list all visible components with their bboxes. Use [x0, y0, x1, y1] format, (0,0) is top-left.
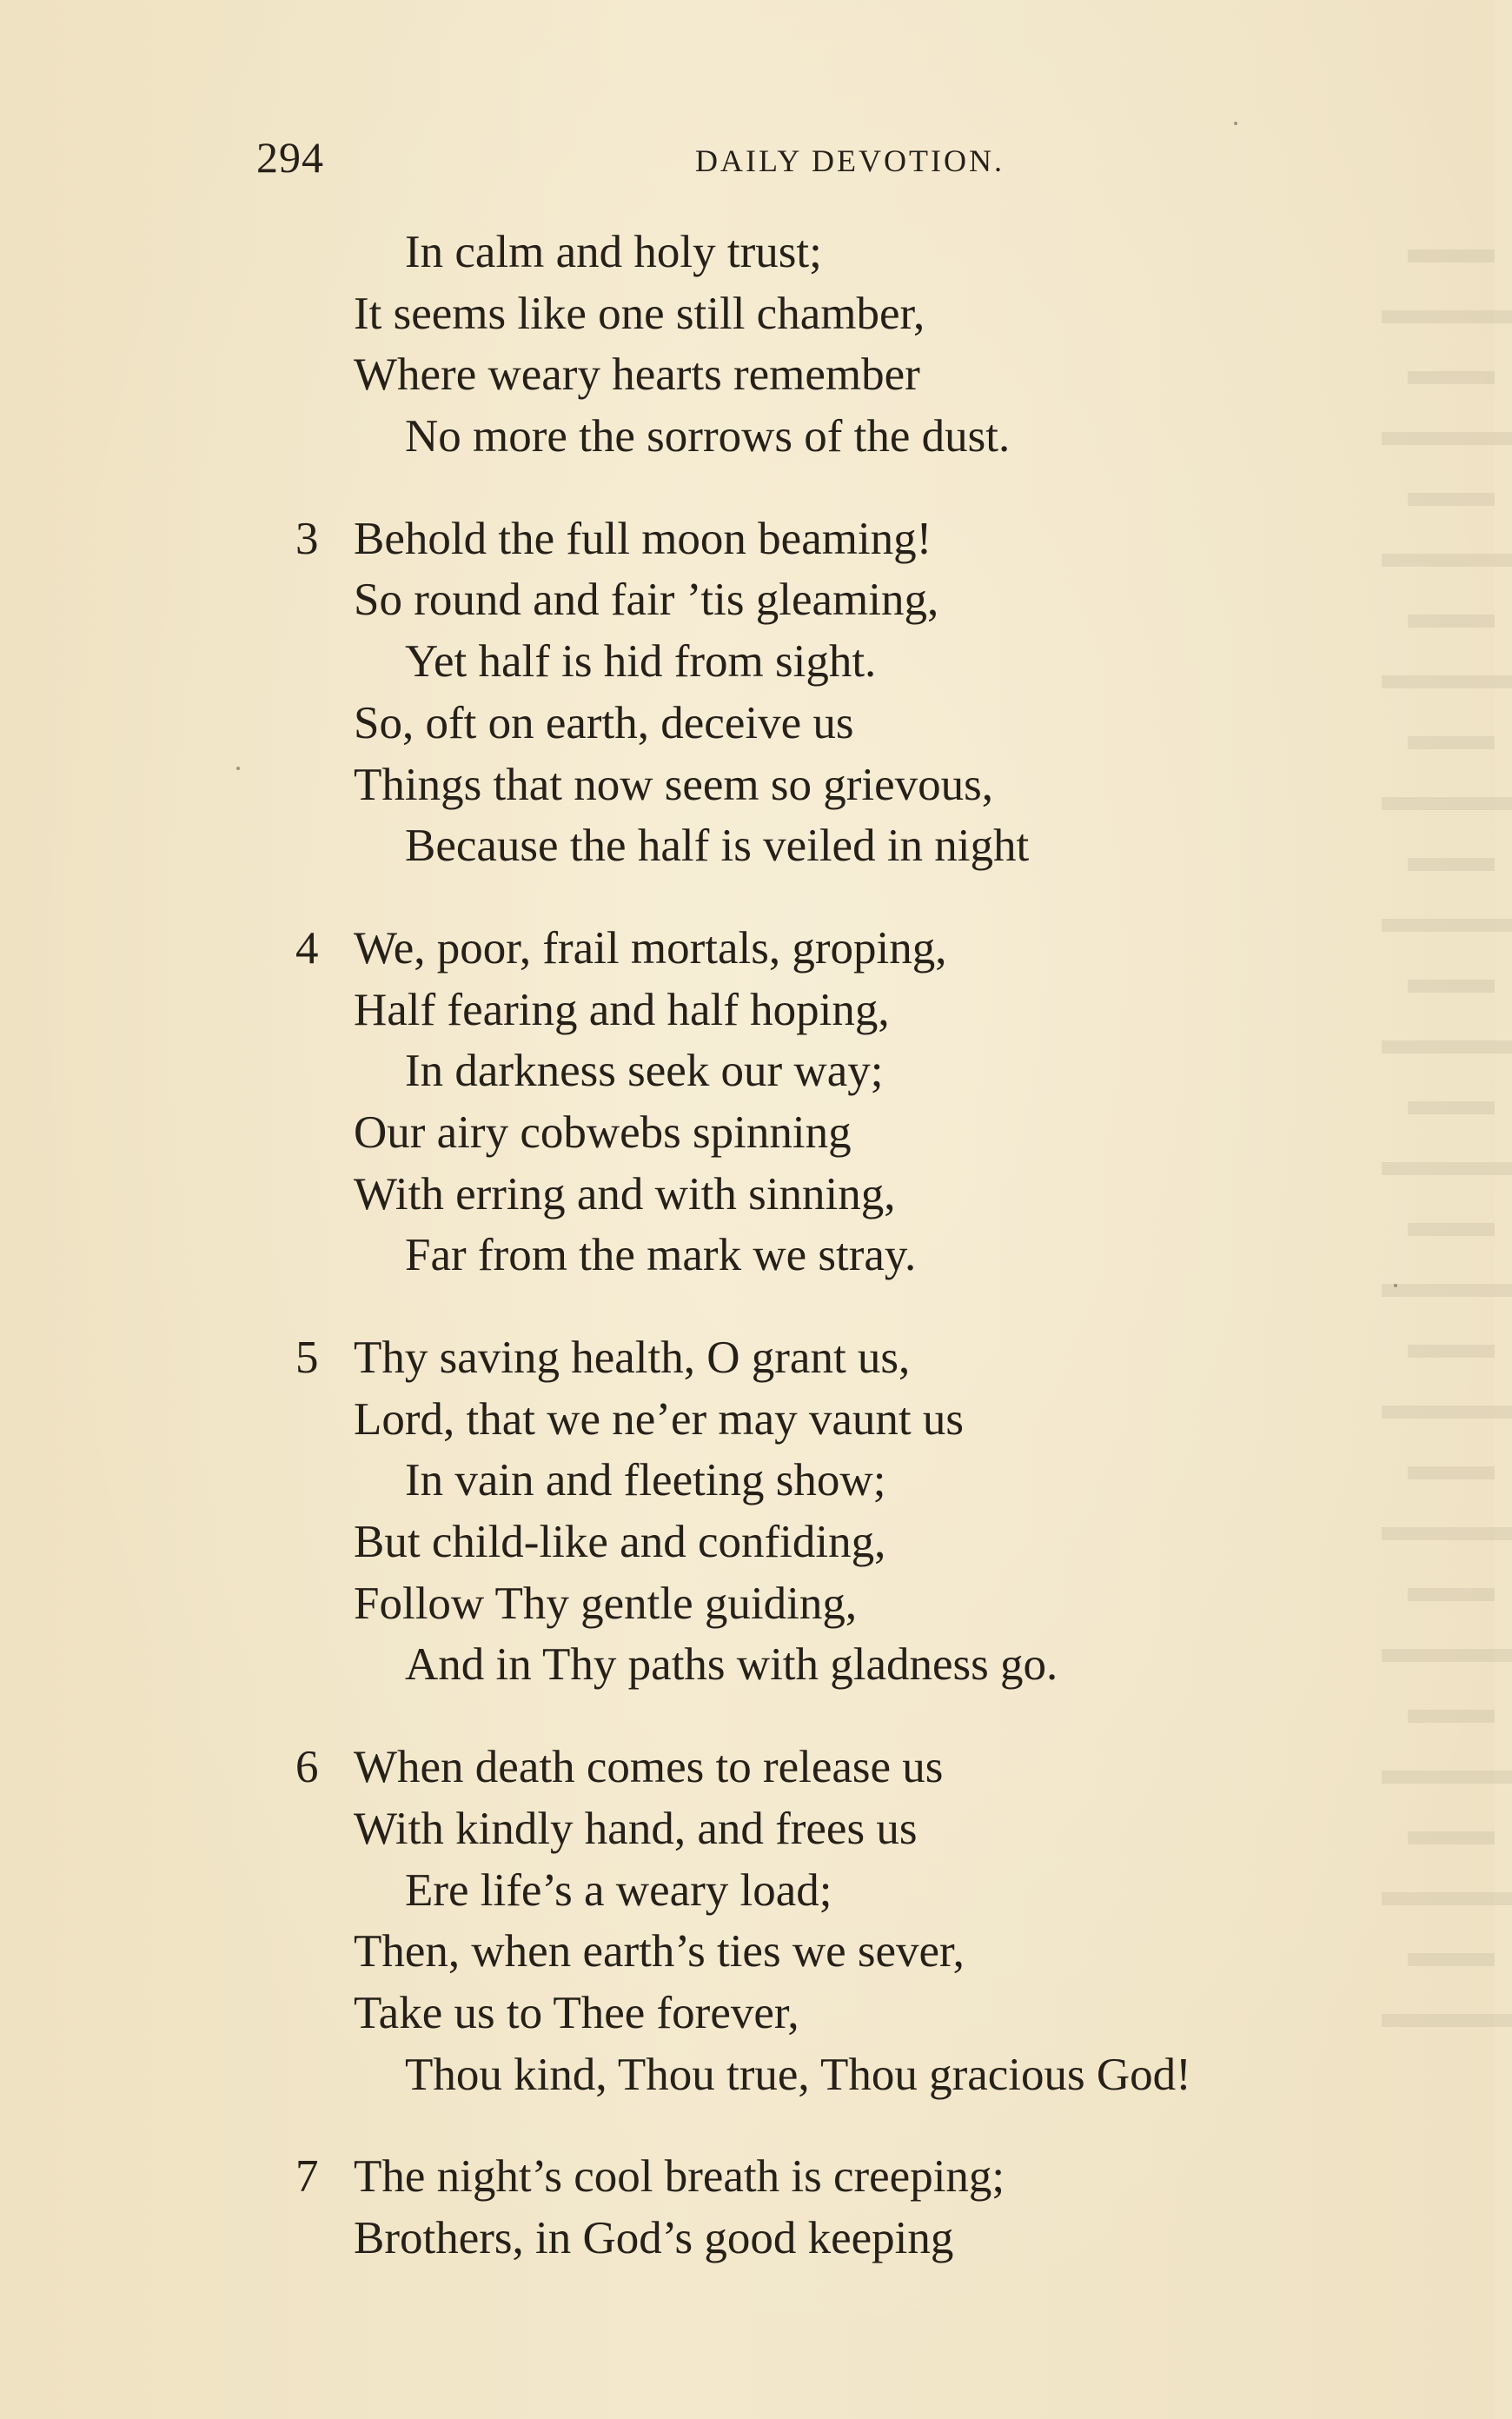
verse-line: Behold the full moon beaming! [354, 513, 932, 564]
verse-line: With kindly hand, and frees us [354, 1803, 918, 1854]
verse-line: Yet half is hid from sight. [405, 636, 877, 688]
verse-line: It seems like one still chamber, [354, 288, 925, 339]
paper-speck [1234, 122, 1237, 125]
stanza [295, 1737, 1442, 2105]
stanza-number: 6 [295, 1742, 319, 1793]
verse-line: Thou kind, Thou true, Thou gracious God! [405, 2049, 1191, 2100]
verse-line: Where weary hearts remember [354, 349, 920, 401]
stanza-number: 7 [295, 2151, 319, 2203]
stanza-number: 3 [295, 513, 319, 564]
verse-line: Lord, that we ne’er may vaunt us [354, 1393, 965, 1445]
verse-line: With erring and with sinning, [354, 1168, 896, 1219]
verse-line: Thy saving health, O grant us, [354, 1332, 911, 1383]
verse-line: Take us to Thee forever, [354, 1987, 799, 2038]
verse-line: Because the half is veiled in night [405, 821, 1030, 872]
stanza-number: 5 [295, 1332, 319, 1383]
verse-line: The night’s cool breath is creeping; [354, 2151, 1005, 2203]
running-title: DAILY DEVOTION. [695, 143, 1005, 178]
stanza [295, 918, 1442, 1286]
bleed-through-texture: ▬▬ ▬▬▬ ▬▬ ▬▬▬ ▬▬ ▬▬▬ ▬▬ ▬▬▬ ▬▬ ▬▬▬ ▬▬ ▬▬▬ ▬▬ ▬▬▬ ▬▬ ▬▬▬ ▬▬ ▬▬▬ ▬▬ ▬▬▬ ▬▬ ▬▬▬ ▬▬ ▬▬▬ ▬▬ ▬▬▬ ▬▬ ▬▬▬ ▬▬ ▬▬▬ [1382, 223, 1512, 2037]
hymn-text [295, 222, 1442, 2310]
verse-line: No more the sorrows of the dust. [405, 411, 1011, 462]
page-number: 294 [256, 133, 324, 182]
verse-line: When death comes to release us [354, 1742, 944, 1793]
verse-line: Then, when earth’s ties we sever, [354, 1926, 965, 1977]
paper-speck [236, 767, 240, 770]
stanza-number: 4 [295, 922, 319, 974]
stanza [295, 222, 1442, 468]
verse-line: In calm and holy trust; [405, 227, 822, 277]
verse-line: We, poor, frail mortals, groping, [354, 922, 947, 974]
stanza [295, 2146, 1442, 2269]
verse-line: Ere life’s a weary load; [405, 1864, 832, 1916]
verse-line: Follow Thy gentle guiding, [354, 1578, 858, 1629]
verse-line: Far from the mark we stray. [405, 1230, 917, 1281]
verse-line: So round and fair ’tis gleaming, [354, 575, 939, 626]
verse-line: Half fearing and half hoping, [354, 984, 890, 1035]
stanza [295, 1327, 1442, 1696]
verse-line: And in Thy paths with gladness go. [405, 1639, 1058, 1691]
verse-line: So, oft on earth, deceive us [354, 697, 854, 748]
stanza [295, 508, 1442, 877]
verse-line: But child-like and confiding, [354, 1517, 886, 1568]
verse-line: Our airy cobwebs spinning [354, 1106, 852, 1158]
verse-line: In vain and fleeting show; [405, 1455, 886, 1506]
verse-line: Things that now seem so grievous, [354, 759, 994, 810]
verse-line: In darkness seek our way; [405, 1046, 884, 1097]
page-header [256, 132, 1082, 184]
verse-line: Brothers, in God’s good keeping [354, 2212, 954, 2263]
